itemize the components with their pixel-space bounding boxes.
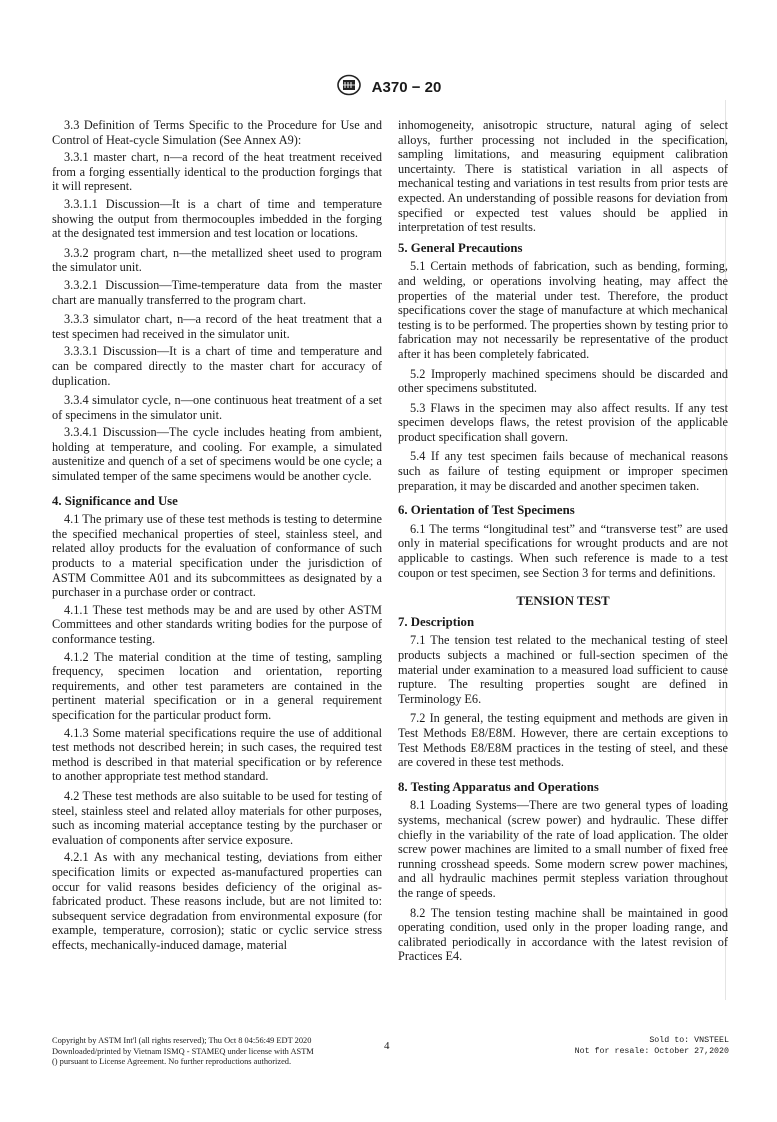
paragraph: 8.2 The tension testing machine shall be maintained in good operating condition, used only in the proper loading range, and calibrated periodically in accordance with the latest revision of Practices E4. [398, 905, 728, 964]
paragraph: 6.1 The terms “longitudinal test” and “transverse test” are used only in material specifications for wrought products and are not applicable to castings. When such reference is made to a test coupon or test specimen, see Section 3 for terms and definitions. [398, 521, 728, 580]
paragraph: 4.1 The primary use of these test methods is testing to determine the specified mechanical properties of steel, stainless steel, and related alloy products for the evaluation of conformance of such products to a material specification under the jurisdiction of ASTM Committee A01 and its subcommittees as designated by a purchaser in a purchase order or contract. [52, 512, 382, 600]
license-stamp [575, 1036, 729, 1057]
section-heading-4: 4. Significance and Use [52, 493, 178, 508]
section-heading-6: 6. Orientation of Test Specimens [398, 503, 575, 518]
paragraph: 4.1.1 These test methods may be and are used by other ASTM Committees and other standards writing bodies for the purpose of conformance testing. [52, 602, 382, 646]
paragraph: 8.1 Loading Systems—There are two general types of loading systems, mechanical (screw power) and hydraulic. These differ chiefly in the variability of the rate of load application. The older screw power machines are limited to a small number of fixed free running crosshead speeds. Some modern screw power machines, and all hydraulic machines permit stepless variation throughout the range of speeds. [398, 798, 728, 900]
paragraph: 5.4 If any test specimen fails because of mechanical reasons such as failure of testing equipment or improper specimen preparation, it may be discarded and another specimen taken. [398, 449, 728, 493]
copyright-line: Copyright by ASTM Int'l (all rights reserved); Thu Oct 8 04:56:49 EDT 2020 [52, 1036, 312, 1045]
paragraph: 3.3.1.1 Discussion—It is a chart of time and temperature showing the output from thermocouples imbedded in the forging at the designated test immersion and test location or locations. [52, 196, 382, 241]
not-for-resale: Not for resale: October 27,2020 [574, 1046, 729, 1056]
astm-logo-icon [336, 74, 362, 101]
page-number: 4 [384, 1040, 390, 1052]
paragraph: 3.3.3.1 Discussion—It is a chart of time and temperature and can be compared directly to the master chart for accuracy of duplication. [52, 344, 382, 388]
paragraph: 3.3.2.1 Discussion—Time-temperature data from the master chart are manually transferred to the program chart. [52, 277, 382, 307]
left-column [52, 118, 382, 955]
copyright-line: () pursuant to License Agreement. No further reproductions authorized. [52, 1057, 292, 1066]
paragraph: 3.3.1 master chart, n—a record of the heat treatment received from a forging essentially identical to the production forgings that it will represent. [52, 150, 382, 194]
copyright-line: Downloaded/printed by Vietnam ISMQ - STAMEQ under license with ASTM [52, 1046, 314, 1056]
right-column [398, 118, 728, 967]
tension-test-title: TENSION TEST [516, 594, 610, 609]
page-header [0, 74, 777, 101]
sold-to: Sold to: VNSTEEL [649, 1036, 729, 1045]
paragraph: 7.2 In general, the testing equipment and methods are given in Test Methods E8/E8M. However, there are certain exceptions to Test Methods E8/E8M practices in the testing of steel, and these are covered in these test methods. [398, 711, 728, 770]
paragraph: 4.1.2 The material condition at the time of testing, sampling frequency, specimen location and orientation, reporting requirements, and other test parameters are contained in the pertinent material specification or in a general requirement specification for the particular product form. [52, 649, 382, 722]
paragraph: 5.1 Certain methods of fabrication, such as bending, forming, and welding, or operations involving heating, may affect the properties of the material under test. Therefore, the product specifications cover the stage of manufacture at which mechanical testing is to be performed. The properties shown by testing prior to fabrication may not necessarily be representative of the product after it has been completely fabricated. [398, 259, 728, 361]
paragraph: 4.2 These test methods are also suitable to be used for testing of steel, stainless steel and related alloy materials for other purposes, such as incoming material acceptance testing by the purchaser or evaluation of components after service exposure. [52, 788, 382, 847]
paragraph: 5.3 Flaws in the specimen may also affect results. If any test specimen develops flaws, the retest provision of the applicable product specification shall govern. [398, 400, 728, 444]
paragraph: 3.3 Definition of Terms Specific to the Procedure for Use and Control of Heat-cycle Simulation (See Annex A9): [52, 118, 382, 147]
section-heading-5: 5. General Precautions [398, 240, 523, 255]
paragraph: 3.3.3 simulator chart, n—a record of the heat treatment that a test specimen had received in the simulator unit. [52, 312, 382, 341]
paragraph: 3.3.4 simulator cycle, n—one continuous heat treatment of a set of specimens in the simulator unit. [52, 393, 382, 422]
section-heading-8: 8. Testing Apparatus and Operations [398, 779, 599, 794]
standard-designation: A370 − 20 [371, 79, 442, 96]
paragraph: inhomogeneity, anisotropic structure, natural aging of select alloys, further processing not included in the specification, sampling limitations, and measuring equipment calibration uncertainty. There is statistical variation in all aspects of mechanical testing and variations in test results from prior tests are expected. An understanding of possible reasons for deviation from specified or expected test values should be applied in interpretation of test results. [398, 118, 728, 235]
paragraph: 4.2.1 As with any mechanical testing, deviations from either specification limits or expected as-manufactured properties can occur for valid reasons besides deficiency of the original as-fabricated product. These reasons include, but are not limited to: subsequent service degradation from environmental exposure (for example, temperature, corrosion); static or cyclic service stress effects, mechanically-induced damage, material [52, 850, 382, 952]
paragraph: 3.3.2 program chart, n—the metallized sheet used to program the simulator unit. [52, 245, 382, 275]
copyright-notice [52, 1036, 382, 1068]
paragraph: 4.1.3 Some material specifications require the use of additional test methods not described herein; in such cases, the required test method is described in that material specification or by reference to another appropriate test method standard. [52, 725, 382, 784]
paragraph: 7.1 The tension test related to the mechanical testing of steel products subjects a machined or full-section specimen of the material under examination to a measured load sufficient to cause rupture. The resulting properties sought are defined in Terminology E6. [398, 633, 728, 706]
section-heading-7: 7. Description [398, 614, 475, 629]
paragraph: 5.2 Improperly machined specimens should be discarded and other specimens substituted. [398, 366, 728, 396]
paragraph: 3.3.4.1 Discussion—The cycle includes heating from ambient, holding at temperature, and cooling. For example, a simulated austenitize and quench of a set of specimens would be one cycle; a simulated temper of the same specimens would be another cycle. [52, 425, 382, 484]
